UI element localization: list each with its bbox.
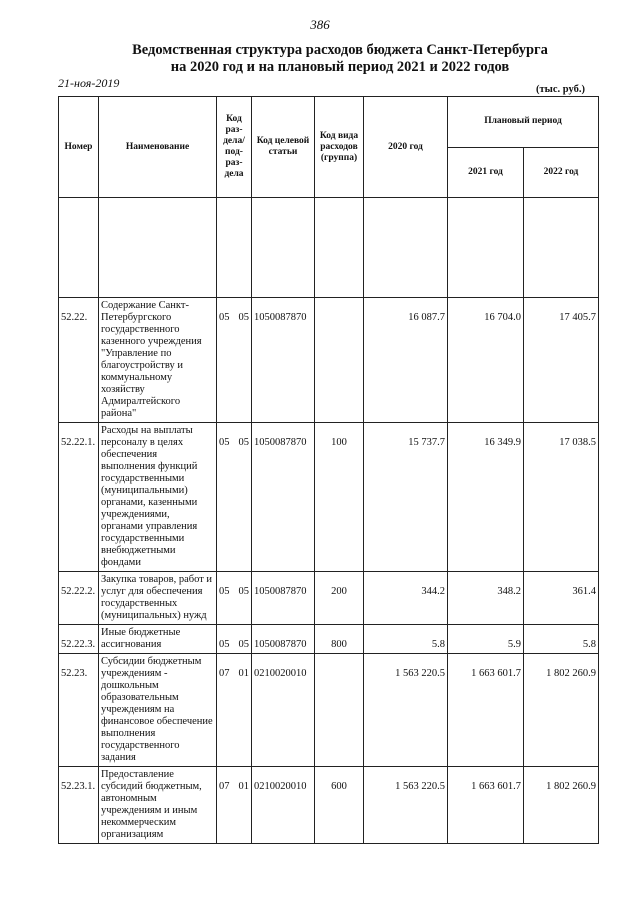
header-2021: 2021 год [448, 147, 524, 198]
header-razdel: Код раз-дела/ под-раз-дела [217, 97, 252, 198]
row-podrazdel-code: 05 [238, 312, 249, 323]
row-name: Расходы на выплаты персоналу в целях обеспечения выполнения функций государственными (муниципальными) органами, казенными учреждениями, органами управления государственными внебюджетными фондами [99, 423, 217, 572]
row-razdel [217, 654, 252, 767]
row-2022: 5.8 [524, 625, 599, 654]
row-vid-code: 800 [315, 625, 364, 654]
row-target-code: 0210020010 [252, 767, 315, 844]
row-number: 52.23. [59, 654, 99, 767]
row-razdel-code: 05 [219, 437, 230, 448]
row-target-code: 1050087870 [252, 572, 315, 625]
row-number: 52.22.3. [59, 625, 99, 654]
header-nomer: Номер [59, 97, 99, 198]
row-razdel-code: 05 [219, 312, 230, 323]
header-2020: 2020 год [364, 97, 448, 198]
header-target: Код целевой статьи [252, 97, 315, 198]
document-title [100, 42, 580, 76]
table-row [59, 298, 599, 423]
row-podrazdel-code: 01 [238, 781, 249, 792]
row-razdel [217, 767, 252, 844]
title-line-2: на 2020 год и на плановый период 2021 и 2022 годов [170, 59, 510, 75]
row-name: Содержание Санкт-Петербургского государственного казенного учреждения "Управление по благоустройству и коммунальному хозяйству Адмиралтейского района" [99, 298, 217, 423]
row-razdel [217, 423, 252, 572]
row-2020: 5.8 [364, 625, 448, 654]
row-podrazdel-code: 01 [238, 668, 249, 679]
row-number: 52.23.1. [59, 767, 99, 844]
row-razdel-code: 05 [219, 586, 230, 597]
row-podrazdel-code: 05 [238, 586, 249, 597]
row-razdel [217, 572, 252, 625]
row-target-code: 1050087870 [252, 298, 315, 423]
table-row [59, 572, 599, 625]
table-row [59, 625, 599, 654]
row-name: Предоставление субсидий бюджетным, автономным учреждениям и иным некоммерческим организациям [99, 767, 217, 844]
row-razdel-code: 05 [219, 639, 230, 650]
row-2021: 16 349.9 [448, 423, 524, 572]
row-vid-code: 200 [315, 572, 364, 625]
row-2021: 16 704.0 [448, 298, 524, 423]
budget-table [58, 96, 599, 844]
row-2021: 1 663 601.7 [448, 767, 524, 844]
table-row [59, 767, 599, 844]
row-vid-code [315, 654, 364, 767]
header-planned-period: Плановый период [448, 97, 599, 148]
row-target-code: 0210020010 [252, 654, 315, 767]
header-2022: 2022 год [524, 147, 599, 198]
row-2022: 361.4 [524, 572, 599, 625]
row-name: Закупка товаров, работ и услуг для обеспечения государственных (муниципальных) нужд [99, 572, 217, 625]
row-name: Субсидии бюджетным учреждениям - дошкольным образовательным учреждениям на финансовое обеспечение выполнения государственного задания [99, 654, 217, 767]
row-vid-code: 100 [315, 423, 364, 572]
table-row [59, 654, 599, 767]
document-date: 21-ноя-2019 [58, 76, 120, 90]
row-podrazdel-code: 05 [238, 639, 249, 650]
row-razdel [217, 625, 252, 654]
row-2022: 17 405.7 [524, 298, 599, 423]
units-label: (тыс. руб.) [536, 84, 585, 95]
row-razdel-code: 07 [219, 781, 230, 792]
row-razdel [217, 298, 252, 423]
table-row [59, 423, 599, 572]
row-2021: 1 663 601.7 [448, 654, 524, 767]
row-vid-code [315, 298, 364, 423]
row-target-code: 1050087870 [252, 423, 315, 572]
header-spacer-row [59, 198, 599, 298]
row-2021: 5.9 [448, 625, 524, 654]
row-2020: 344.2 [364, 572, 448, 625]
row-2020: 1 563 220.5 [364, 767, 448, 844]
header-name: Наименование [99, 97, 217, 198]
row-podrazdel-code: 05 [238, 437, 249, 448]
row-number: 52.22.1. [59, 423, 99, 572]
row-2022: 1 802 260.9 [524, 767, 599, 844]
budget-rows [59, 298, 599, 844]
row-2020: 1 563 220.5 [364, 654, 448, 767]
row-vid-code: 600 [315, 767, 364, 844]
row-2021: 348.2 [448, 572, 524, 625]
header-row [59, 97, 599, 148]
row-2022: 1 802 260.9 [524, 654, 599, 767]
row-number: 52.22. [59, 298, 99, 423]
row-2022: 17 038.5 [524, 423, 599, 572]
row-razdel-code: 07 [219, 668, 230, 679]
header-vid: Код вида расходов (группа) [315, 97, 364, 198]
row-2020: 15 737.7 [364, 423, 448, 572]
row-number: 52.22.2. [59, 572, 99, 625]
row-target-code: 1050087870 [252, 625, 315, 654]
title-line-1: Ведомственная структура расходов бюджета Санкт-Петербурга [132, 42, 548, 58]
page-number: 386 [310, 17, 330, 32]
row-2020: 16 087.7 [364, 298, 448, 423]
row-name: Иные бюджетные ассигнования [99, 625, 217, 654]
